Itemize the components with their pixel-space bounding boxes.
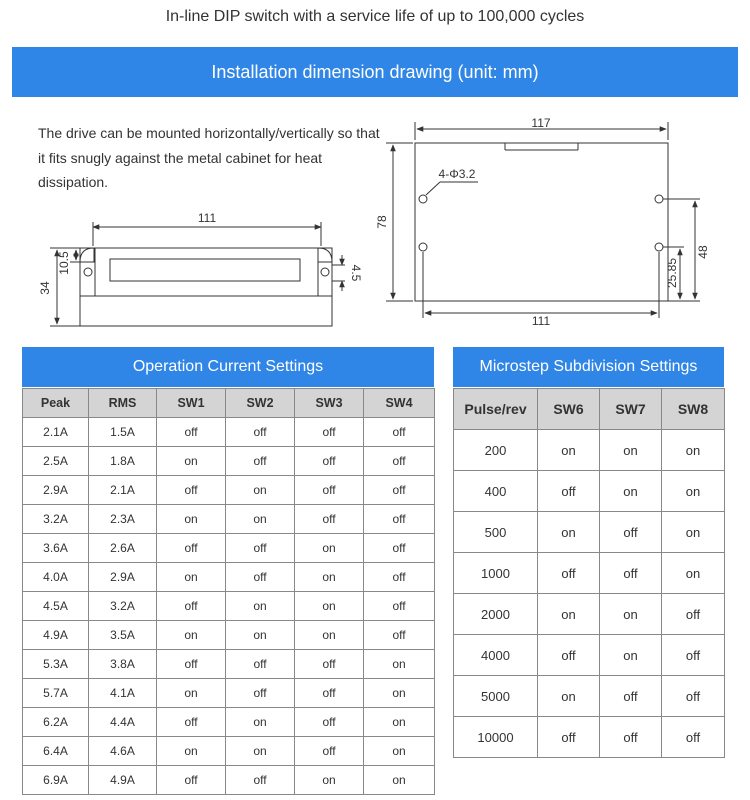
table-cell: off	[157, 418, 226, 447]
dim-side-flange: 10.5	[57, 251, 71, 275]
table-row	[454, 594, 725, 635]
table-cell: on	[157, 621, 226, 650]
table-cell: 4.9A	[23, 621, 89, 650]
table-cell: on	[157, 447, 226, 476]
table-row	[454, 635, 725, 676]
current-table-title: Operation Current Settings	[22, 347, 434, 387]
table-cell: on	[295, 592, 364, 621]
table-cell: off	[295, 505, 364, 534]
table-cell: 4.9A	[89, 766, 157, 795]
table-cell: off	[364, 534, 435, 563]
table-row	[23, 766, 435, 795]
table-cell: on	[600, 430, 662, 471]
dim-hole-offset: 25.85	[665, 257, 679, 289]
table-cell: off	[600, 553, 662, 594]
table-cell: off	[295, 476, 364, 505]
table-cell: on	[226, 476, 295, 505]
table-row	[23, 592, 435, 621]
table-cell: 3.5A	[89, 621, 157, 650]
micro-header-sw7: SW7	[600, 389, 662, 430]
side-heatsink	[80, 296, 332, 326]
table-row	[23, 447, 435, 476]
table-cell: 500	[454, 512, 538, 553]
table-cell: off	[662, 635, 725, 676]
table-cell: off	[226, 534, 295, 563]
table-cell: off	[157, 534, 226, 563]
table-cell: 2.9A	[89, 563, 157, 592]
table-cell: on	[226, 592, 295, 621]
table-cell: 2.6A	[89, 534, 157, 563]
table-cell: 4.0A	[23, 563, 89, 592]
table-row	[23, 534, 435, 563]
table-cell: on	[295, 534, 364, 563]
table-cell: on	[538, 430, 600, 471]
table-cell: 1.8A	[89, 447, 157, 476]
table-cell: on	[295, 766, 364, 795]
current-table-header	[23, 389, 435, 418]
table-row	[23, 563, 435, 592]
table-cell: off	[157, 592, 226, 621]
table-row	[23, 418, 435, 447]
table-cell: 3.2A	[23, 505, 89, 534]
table-cell: off	[538, 717, 600, 758]
table-cell: on	[662, 471, 725, 512]
table-cell: 3.8A	[89, 650, 157, 679]
table-cell: 10000	[454, 717, 538, 758]
table-cell: on	[662, 553, 725, 594]
table-cell: on	[157, 679, 226, 708]
table-row	[23, 476, 435, 505]
table-cell: on	[157, 563, 226, 592]
table-cell: 6.9A	[23, 766, 89, 795]
microstep-table	[453, 388, 725, 758]
side-window	[110, 259, 300, 281]
micro-header-pulse-rev: Pulse/rev	[454, 389, 538, 430]
table-cell: 200	[454, 430, 538, 471]
table-cell: off	[538, 553, 600, 594]
table-cell: off	[364, 563, 435, 592]
table-row	[23, 708, 435, 737]
table-cell: on	[295, 621, 364, 650]
table-cell: off	[226, 418, 295, 447]
dim-side-height: 34	[38, 281, 52, 295]
top-view	[386, 122, 700, 318]
table-cell: on	[157, 505, 226, 534]
table-row	[454, 512, 725, 553]
top-hole-tl	[419, 195, 427, 203]
table-row	[454, 717, 725, 758]
table-cell: off	[226, 447, 295, 476]
micro-table-title: Microstep Subdivision Settings	[453, 347, 724, 387]
micro-header-sw8: SW8	[662, 389, 725, 430]
table-cell: 2.5A	[23, 447, 89, 476]
table-row	[454, 553, 725, 594]
table-cell: 4.4A	[89, 708, 157, 737]
table-cell: 3.6A	[23, 534, 89, 563]
table-cell: off	[662, 717, 725, 758]
table-cell: 4000	[454, 635, 538, 676]
micro-table-header	[454, 389, 725, 430]
side-body	[80, 248, 332, 296]
current-header-sw2: SW2	[226, 389, 295, 418]
table-cell: on	[364, 679, 435, 708]
table-row	[454, 676, 725, 717]
table-cell: on	[226, 708, 295, 737]
table-cell: 2.9A	[23, 476, 89, 505]
side-hole-left	[84, 268, 92, 276]
table-cell: on	[538, 594, 600, 635]
dim-hole-height: 48	[696, 245, 710, 259]
mounting-description: The drive can be mounted horizontally/vertically so that it fits snugly against the metal cabinet for heat dissipation.	[38, 125, 380, 190]
current-header-peak: Peak	[23, 389, 89, 418]
table-cell: 4.6A	[89, 737, 157, 766]
table-cell: 1.5A	[89, 418, 157, 447]
table-cell: off	[364, 621, 435, 650]
table-cell: off	[295, 447, 364, 476]
table-cell: on	[226, 737, 295, 766]
table-cell: off	[538, 471, 600, 512]
table-row	[23, 737, 435, 766]
table-row	[23, 621, 435, 650]
table-cell: 4.5A	[23, 592, 89, 621]
dimension-drawing	[0, 0, 750, 345]
table-cell: on	[157, 737, 226, 766]
dim-top-height: 78	[375, 215, 389, 229]
table-cell: 2.1A	[89, 476, 157, 505]
table-cell: off	[295, 679, 364, 708]
current-header-sw1: SW1	[157, 389, 226, 418]
dim-hole-spacing: 111	[531, 314, 551, 328]
table-cell: 400	[454, 471, 538, 512]
table-cell: 5.7A	[23, 679, 89, 708]
table-cell: on	[226, 505, 295, 534]
table-cell: 2.3A	[89, 505, 157, 534]
table-cell: on	[662, 512, 725, 553]
table-cell: off	[364, 505, 435, 534]
table-cell: off	[662, 676, 725, 717]
table-cell: on	[364, 650, 435, 679]
table-cell: 6.4A	[23, 737, 89, 766]
table-cell: off	[538, 635, 600, 676]
current-header-sw3: SW3	[295, 389, 364, 418]
page-headline: In-line DIP switch with a service life of up to 100,000 cycles	[165, 8, 585, 25]
table-cell: on	[538, 512, 600, 553]
current-header-sw4: SW4	[364, 389, 435, 418]
table-cell: off	[364, 476, 435, 505]
table-cell: off	[364, 418, 435, 447]
table-row	[454, 430, 725, 471]
dim-top-width: 117	[531, 116, 551, 130]
table-cell: off	[295, 418, 364, 447]
table-cell: 2000	[454, 594, 538, 635]
table-cell: off	[226, 650, 295, 679]
top-hole-tr	[655, 195, 663, 203]
dim-side-slot: 4.5	[349, 264, 363, 282]
table-cell: off	[226, 679, 295, 708]
current-header-rms: RMS	[89, 389, 157, 418]
table-cell: 2.1A	[23, 418, 89, 447]
table-cell: off	[662, 594, 725, 635]
table-cell: 3.2A	[89, 592, 157, 621]
table-cell: 5000	[454, 676, 538, 717]
table-cell: off	[157, 708, 226, 737]
table-cell: off	[226, 766, 295, 795]
table-cell: on	[600, 471, 662, 512]
table-cell: on	[538, 676, 600, 717]
table-cell: 6.2A	[23, 708, 89, 737]
table-cell: off	[364, 447, 435, 476]
side-hole-right	[321, 268, 329, 276]
side-view	[50, 222, 345, 326]
top-hole-bl	[419, 243, 427, 251]
table-cell: on	[226, 621, 295, 650]
table-cell: off	[295, 708, 364, 737]
table-cell: off	[157, 476, 226, 505]
table-cell: on	[295, 563, 364, 592]
table-cell: 5.3A	[23, 650, 89, 679]
table-cell: on	[364, 766, 435, 795]
hole-spec-label: 4-Φ3.2	[438, 167, 476, 181]
table-cell: 1000	[454, 553, 538, 594]
table-cell: 4.1A	[89, 679, 157, 708]
table-cell: on	[662, 430, 725, 471]
table-row	[23, 650, 435, 679]
table-cell: off	[157, 766, 226, 795]
table-cell: on	[600, 635, 662, 676]
top-hole-br	[655, 243, 663, 251]
table-cell: off	[295, 737, 364, 766]
table-row	[23, 505, 435, 534]
table-row	[454, 471, 725, 512]
operation-current-table	[22, 388, 435, 795]
micro-header-sw6: SW6	[538, 389, 600, 430]
table-cell: off	[600, 512, 662, 553]
table-cell: off	[600, 676, 662, 717]
table-cell: off	[600, 717, 662, 758]
table-cell: off	[157, 650, 226, 679]
table-cell: off	[226, 563, 295, 592]
table-cell: off	[295, 650, 364, 679]
dim-side-width: 111	[197, 211, 217, 225]
section-banner: Installation dimension drawing (unit: mm)	[12, 47, 738, 97]
table-cell: off	[364, 592, 435, 621]
table-cell: on	[364, 708, 435, 737]
table-row	[23, 679, 435, 708]
table-cell: on	[364, 737, 435, 766]
table-cell: on	[600, 594, 662, 635]
